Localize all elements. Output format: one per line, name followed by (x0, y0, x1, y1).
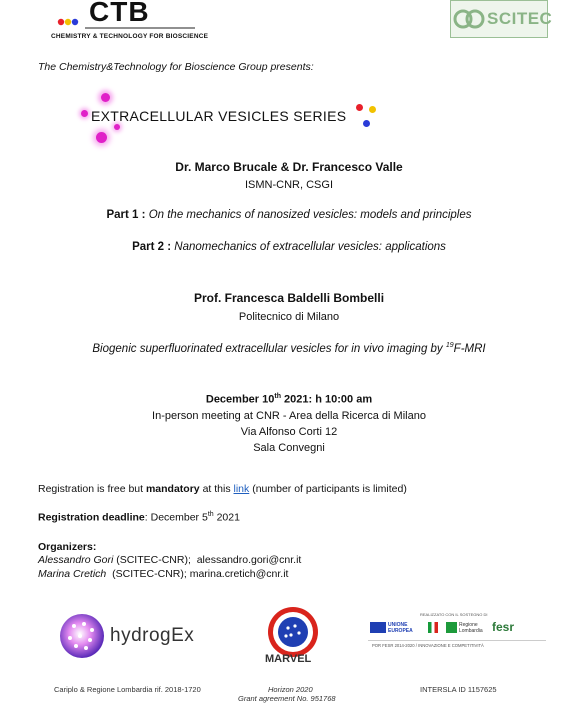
hydrogex-sphere-icon (58, 612, 106, 660)
hydrogex-logo-text: hydrogEx (110, 625, 195, 646)
event-info (0, 389, 578, 456)
magenta-dot-icon (96, 132, 107, 143)
series-title: EXTRACELLULAR VESICLES SERIES (91, 108, 347, 124)
event-room: Sala Convegni (253, 441, 325, 454)
organizer-email: marina.cretich@cnr.it (189, 568, 289, 580)
event-date-prefix: December 10 (205, 393, 275, 406)
event-date-suffix: 2021: h 10:00 am (280, 393, 373, 406)
registration-middle: at this (199, 483, 234, 495)
regione-label: Regione Lombardia (459, 622, 483, 634)
eu-divider (368, 640, 546, 641)
part1-title: On the mechanics of nanosized vesicles: models and principles (148, 209, 472, 221)
fesr-label: fesr (492, 620, 515, 634)
organizer-name: Alessandro Gori (38, 554, 114, 566)
speaker2-talk-title (0, 342, 578, 355)
organizer-row (38, 568, 288, 580)
marvel-logo-text: MARVEL (265, 653, 312, 665)
cariplo-caption: Cariplo & Regione Lombardia rif. 2018-1720 (54, 685, 201, 694)
part2-line (0, 241, 578, 253)
registration-link[interactable]: link (233, 483, 250, 495)
event-date (0, 389, 578, 408)
registration-text (38, 483, 407, 495)
registration-prefix: Registration is free but (38, 483, 146, 495)
speakers-names: Dr. Marco Brucale & Dr. Francesco Valle (175, 160, 403, 174)
regione-lombardia-icon (446, 622, 457, 633)
ctb-logo (51, 0, 209, 46)
part2-label: Part 2 : (132, 241, 172, 253)
speaker2-name: Prof. Francesca Baldelli Bombelli (193, 291, 385, 305)
registration-mandatory: mandatory (145, 483, 200, 495)
marvel-emblem-icon (258, 606, 328, 658)
por-fesr-caption: POR FESR 2014-2020 / INNOVAZIONE E COMPETITIVITÀ (372, 643, 484, 648)
blue-dot-icon (363, 120, 370, 127)
grant-caption: Grant agreement No. 951768 (238, 694, 336, 703)
speakers-affiliation: ISMN-CNR, CSGI (245, 179, 333, 191)
eu-flag-icon (370, 622, 386, 633)
marvel-logo (258, 606, 328, 670)
intro-text: The Chemistry&Technology for Bioscience Group presents: (38, 61, 314, 73)
yellow-dot-icon (369, 106, 376, 113)
part1-line (0, 209, 578, 221)
deadline-sup: th (207, 511, 214, 518)
event-address: Via Alfonso Corti 12 (240, 425, 338, 438)
event-date-sup: th (274, 393, 281, 400)
registration-deadline (38, 511, 240, 524)
registration-suffix: (number of participants is limited) (249, 483, 407, 495)
talk-title-suffix: F-MRI (453, 342, 486, 355)
deadline-prefix: : December 5 (144, 511, 208, 524)
event-location: In-person meeting at CNR - Area della Ricerca di Milano (152, 409, 426, 422)
hydrogex-logo (58, 612, 208, 660)
part1-label: Part 1 : (106, 209, 146, 221)
ctb-logo-subtitle: CHEMISTRY & TECHNOLOGY FOR BIOSCIENCE (51, 33, 209, 40)
eu-funding-caption: REALIZZATO CON IL SOSTEGNO DI (420, 612, 488, 617)
eu-label: UNIONE EUROPEA (388, 622, 413, 634)
ctb-logo-text: CTB (89, 0, 150, 27)
talk-title-text: Biogenic superfluorinated extracellular vesicles for in vivo imaging by (92, 342, 446, 355)
magenta-dot-icon (114, 124, 120, 130)
organizer-org: (SCITEC-CNR); (106, 568, 190, 580)
scitec-logo-text: SCITEC (487, 9, 553, 28)
deadline-label: Registration deadline (38, 511, 145, 524)
horizon-caption: Horizon 2020 (268, 685, 313, 694)
red-dot-icon (356, 104, 363, 111)
part2-title: Nanomechanics of extracellular vesicles: applications (174, 241, 446, 253)
organizers-heading: Organizers: (38, 541, 97, 553)
intersla-caption: INTERSLA ID 1157625 (420, 685, 497, 694)
italy-emblem-icon (428, 622, 438, 633)
speaker2-affiliation: Politecnico di Milano (238, 311, 340, 323)
talk-title-sup: 19 (445, 342, 454, 349)
magenta-dot-icon (81, 110, 88, 117)
organizer-name: Marina Cretich (38, 568, 107, 580)
magenta-dot-icon (101, 93, 110, 102)
organizer-org: (SCITEC-CNR); (113, 554, 197, 566)
organizer-email: alessandro.gori@cnr.it (196, 554, 302, 566)
scitec-logo (450, 0, 553, 38)
eu-funding-logo (368, 612, 548, 662)
organizer-row (38, 554, 301, 566)
deadline-suffix: 2021 (213, 511, 240, 524)
